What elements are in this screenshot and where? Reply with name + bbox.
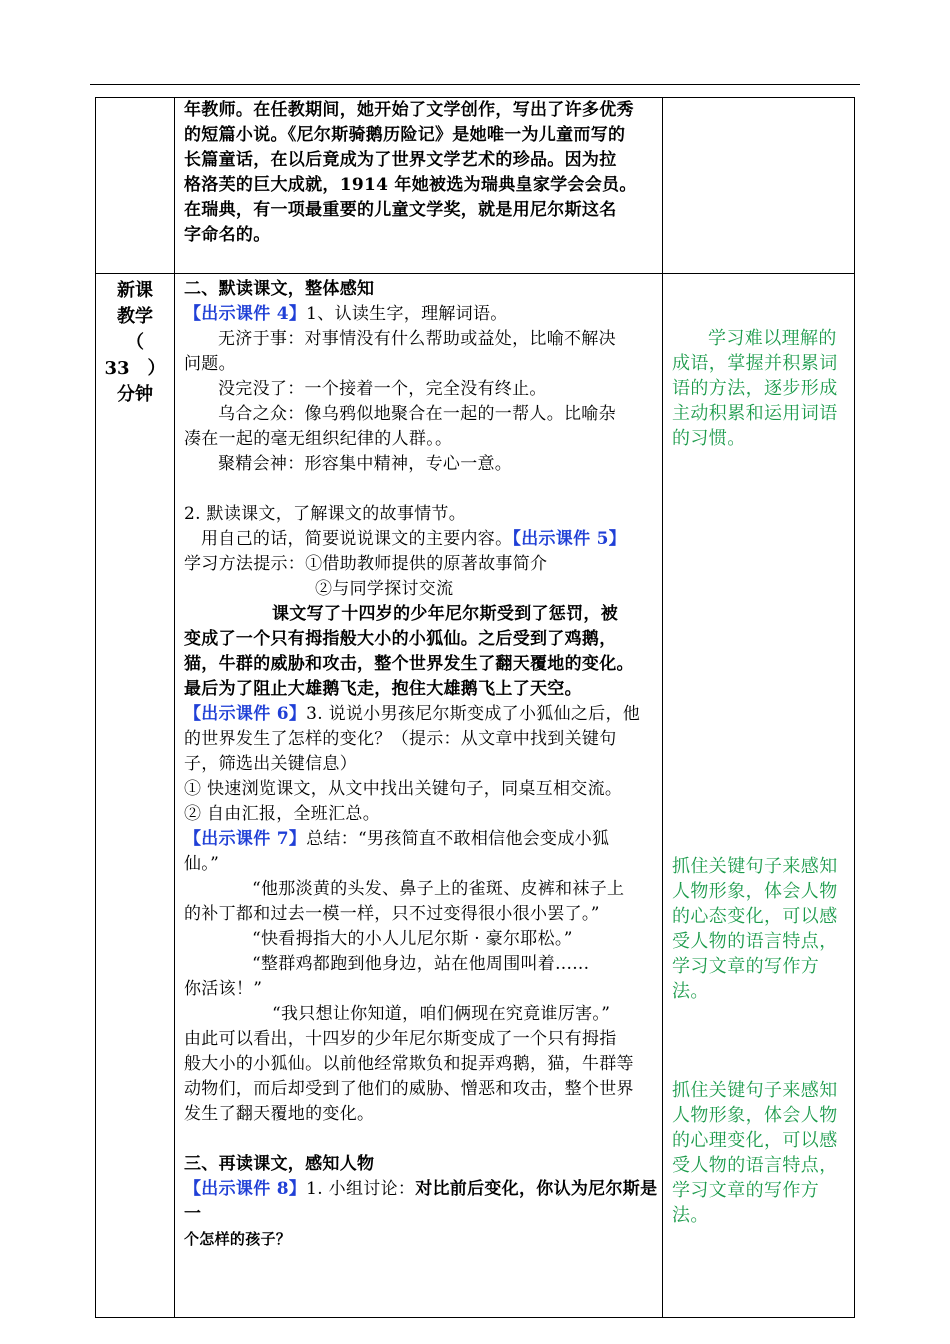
slide-tag: 【出示课件 5】	[512, 529, 627, 549]
slide-tag: 【出示课件 6】	[184, 704, 307, 724]
method: ②与同学探讨交流	[315, 579, 454, 599]
quote: “我只想让你知道，咱们俩现在究竟谁厉害。”	[272, 1004, 611, 1024]
teaching-note: 学习难以理解的成语，掌握并积累词语的方法，逐步形成主动积累和运用词语的习惯。	[672, 328, 838, 449]
analysis: 般大小的小狐仙。以前他经常欺负和捉弄鸡鹅，猫，牛群等	[184, 1054, 634, 1074]
text-line: 在瑞典，有一项最重要的儿童文学奖，就是用尼尔斯这名	[184, 200, 617, 220]
definition: 乌合之众：像乌鸦似地聚合在一起的一帮人。比喻杂	[218, 404, 616, 424]
definition: 无济于事：对事情没有什么帮助或益处，比喻不解决	[218, 329, 616, 349]
section-label: 新课 教学 （ 33 ） 分钟	[104, 280, 166, 405]
content-cell	[175, 98, 663, 273]
analysis: 由此可以看出，十四岁的少年尼尔斯变成了一个只有拇指	[184, 1029, 617, 1049]
row-label-cell	[96, 274, 175, 1317]
method: 学习方法提示：①借助教师提供的原著故事简介	[184, 554, 548, 574]
text-line: 格洛芙的巨大成就，1914 年她被选为瑞典皇家学会会员。	[184, 175, 637, 195]
analysis: 动物们，而后却受到了他们的威胁、憎恶和攻击，整个世界	[184, 1079, 634, 1099]
summary: 最后为了阻止大雄鹅飞走，抱住大雄鹅飞上了天空。	[184, 679, 582, 699]
text-line: 的短篇小说。《尼尔斯骑鹅历险记》是她唯一为儿童而写的	[184, 125, 626, 145]
section-title: 三、再读课文，感知人物	[184, 1154, 375, 1174]
text-line: 年教师。在任教期间，她开始了文学创作，写出了许多优秀	[184, 100, 634, 120]
summary: 猫，牛群的威胁和攻击，整个世界发生了翻天覆地的变化。	[184, 654, 634, 674]
notes-cell	[663, 98, 854, 273]
task: 2. 默读课文，了解课文的故事情节。	[184, 504, 467, 524]
quote: “他那淡黄的头发、鼻子上的雀斑、皮裤和袜子上	[252, 879, 625, 899]
quote: 的补丁都和过去一模一样，只不过变得很小很小罢了。”	[184, 904, 600, 924]
slide-tag: 【出示课件 8】	[184, 1179, 307, 1199]
content-cell: 二、默读课文，整体感知 【出示课件 4】1、认读生字，理解词语。 无济于事：对事情没有什么帮助或益处，比喻不解决 问题。 没完没了：一个接着一个，完全没有终止。 乌合之众：像乌鸦似地聚合在一起的一帮人。比喻杂 凑在一起的毫无组织纪律的人群。。 聚精会神：形容集中精神，专心一意。 2. 默读课文，了解课文的故事情节。 用自己的话，简要说说课文的主要内容。【出示课件 5】 学习方法提示：①借助教师提供的原著故事简介 ②与同学探讨交流 课文写了十四岁的少年尼尔斯受到了惩罚，被 变成了一个只有拇指般大小的小狐仙。之后受到了鸡鹅， 猫，牛群的威胁和攻击，整个世界发生了翻天覆地的变化。 最后为了阻止大雄鹅飞走，抱住大雄鹅飞上了天空。 【出示课件 6】3. 说说小男孩尼尔斯变成了小狐仙之后，他 的世界发生了怎样的变化？（提示：从文章中找到关键句 子，筛选出关键信息） ① 快速浏览课文，从文中找出关键句子，同桌互相交流。 ② 自由汇报，全班汇总。 【出示课件 7】总结：“男孩简直不敢相信他会变成小狐 仙。” “他那淡黄的头发、鼻子上的雀斑、皮裤和袜子上 的补丁都和过去一模一样，只不过变得很小很小罢了。” “快看拇指大的小人儿尼尔斯 · 豪尔耶松。” “整群鸡都跑到他身边，站在他周围叫着...... 你活该！” “我只想让你知道，咱们俩现在究竟谁厉害。” 由此可以看出，十四岁的少年尼尔斯变成了一个只有拇指 般大小的小狐仙。以前他经常欺负和捉弄鸡鹅，猫，牛群等 动物们，而后却受到了他们的威胁、憎恶和攻击，整个世界 发生了翻天覆地的变化。 三、再读课文，感知人物 【出示课件 8】1. 小组讨论：对比前后变化，你认为尼尔斯是一 个怎样的孩子？	[175, 274, 663, 1317]
row-label-cell	[96, 98, 175, 273]
quote: “整群鸡都跑到他身边，站在他周围叫着......	[252, 954, 590, 974]
notes-cell	[663, 274, 854, 1317]
analysis: 发生了翻天覆地的变化。	[184, 1104, 375, 1124]
lesson-table	[95, 97, 855, 1318]
definition: 聚精会神：形容集中精神，专心一意。	[218, 454, 513, 474]
definition: 问题。	[184, 354, 236, 374]
text-line: 长篇童话，在以后竟成为了世界文学艺术的珍品。因为拉	[184, 150, 617, 170]
table-row	[95, 273, 855, 1318]
table-row	[95, 97, 855, 273]
summary: 课文写了十四岁的少年尼尔斯受到了惩罚，被	[272, 604, 618, 624]
step: ② 自由汇报，全班汇总。	[184, 804, 381, 824]
section-title: 二、默读课文，整体感知	[184, 279, 375, 299]
teaching-note: 抓住关键句子来感知 人物形象，体会人物 的心态变化，可以感 受人物的语言特点， 学习文章的写作方 法。	[672, 856, 838, 1002]
definition: 凑在一起的毫无组织纪律的人群。。	[184, 429, 453, 449]
definition: 没完没了：一个接着一个，完全没有终止。	[218, 379, 547, 399]
header-rule	[90, 84, 860, 85]
text-line: 字命名的。	[184, 225, 271, 245]
quote: “快看拇指大的小人儿尼尔斯 · 豪尔耶松。”	[252, 929, 573, 949]
quote: 你活该！”	[184, 979, 263, 999]
slide-tag: 【出示课件 7】	[184, 829, 307, 849]
teaching-note: 抓住关键句子来感知 人物形象，体会人物 的心理变化，可以感 受人物的语言特点， 学习文章的写作方 法。	[672, 1080, 838, 1226]
step: ① 快速浏览课文，从文中找出关键句子，同桌互相交流。	[184, 779, 623, 799]
summary: 变成了一个只有拇指般大小的小狐仙。之后受到了鸡鹅，	[184, 629, 617, 649]
slide-tag: 【出示课件 4】	[184, 304, 307, 324]
